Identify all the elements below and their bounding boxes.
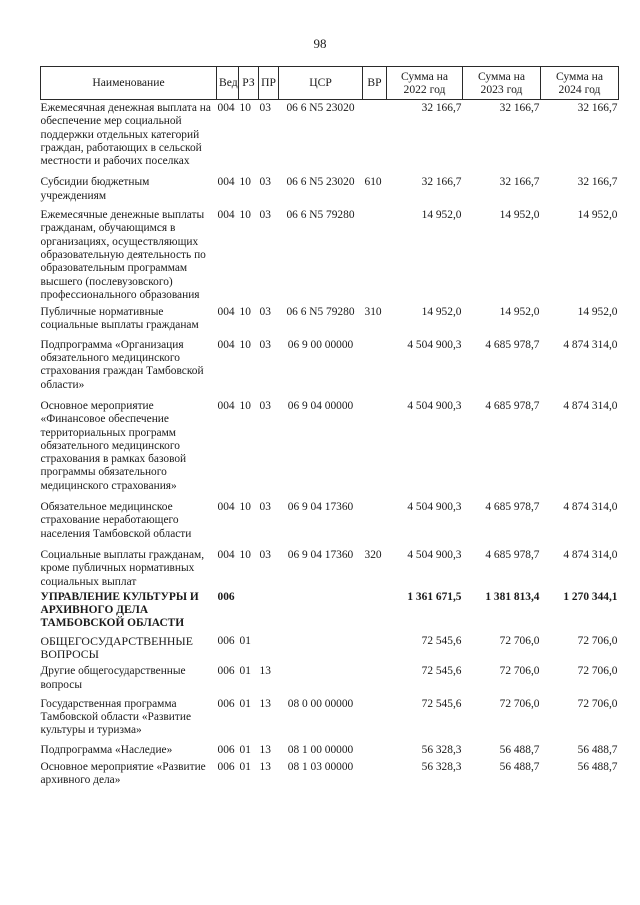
row-name: УПРАВЛЕНИЕ КУЛЬТУРЫ И АРХИВНОГО ДЕЛА ТАМБОВСКОЙ ОБЛАСТИ (40, 590, 199, 630)
row-sum-2024: 4 874 314,0 (563, 548, 618, 561)
row-csr (279, 635, 363, 662)
row-pr: 13 (259, 697, 271, 710)
budget-table (40, 66, 619, 788)
table-row (41, 176, 619, 203)
header-vr: ВР (363, 67, 387, 100)
row-csr: 06 9 04 17360 (287, 548, 354, 561)
row-spacer (41, 541, 619, 549)
row-name: Основное мероприятие «Финансовое обеспечение территориальных программ обязательного медицинского страхования в рамках базовой программы обязательного медицинского страхования» (40, 399, 187, 492)
row-sum-2023: 72 706,0 (499, 634, 540, 647)
row-vr: 610 (364, 176, 382, 189)
row-pr: 13 (259, 743, 271, 756)
row-pr: 13 (259, 665, 271, 678)
row-ved: 006 (217, 590, 235, 603)
row-rz: 10 (239, 306, 251, 319)
row-sum-2024: 1 270 344,1 (563, 590, 618, 603)
row-rz: 01 (239, 743, 251, 756)
header-ved: Вед (217, 67, 239, 100)
row-name: Подпрограмма «Организация обязательного медицинского страхования граждан Тамбовской области» (40, 338, 204, 391)
row-rz: 10 (239, 176, 251, 189)
row-pr: 03 (259, 209, 271, 222)
row-spacer (41, 168, 619, 176)
page-number: 98 (313, 36, 327, 51)
row-csr: 06 6 N5 79280 (286, 209, 355, 222)
table-row (41, 501, 619, 541)
header-name: Наименование (41, 67, 217, 100)
table-row (41, 698, 619, 738)
row-sum-2022: 32 166,7 (421, 176, 462, 189)
row-ved: 004 (217, 548, 235, 561)
table-row (41, 761, 619, 788)
header-sum-2022: Сумма на 2022 год (387, 67, 463, 100)
row-ved: 004 (217, 306, 235, 319)
row-sum-2023: 4 685 978,7 (485, 501, 540, 514)
row-csr: 06 9 04 00000 (287, 399, 354, 412)
row-csr: 08 1 03 00000 (287, 761, 354, 774)
row-rz: 01 (239, 761, 251, 774)
row-pr (259, 591, 279, 631)
row-vr (363, 761, 387, 788)
table-row (41, 100, 619, 169)
table-row (41, 306, 619, 333)
row-ved: 004 (217, 209, 235, 222)
row-sum-2023: 14 952,0 (499, 209, 540, 222)
row-pr: 03 (259, 548, 271, 561)
row-name: Подпрограмма «Наследие» (40, 743, 173, 756)
row-sum-2024: 72 706,0 (577, 665, 618, 678)
row-vr (363, 665, 387, 692)
row-vr (363, 744, 387, 757)
row-spacer (41, 493, 619, 501)
table-row (41, 591, 619, 631)
row-sum-2023: 32 166,7 (499, 176, 540, 189)
row-vr (363, 698, 387, 738)
row-sum-2024: 56 488,7 (577, 761, 618, 774)
row-vr (363, 400, 387, 493)
row-ved: 006 (217, 697, 235, 710)
row-rz: 10 (239, 501, 251, 514)
table-row (41, 665, 619, 692)
row-sum-2024: 72 706,0 (577, 697, 618, 710)
header-rz: РЗ (239, 67, 259, 100)
row-name: Социальные выплаты гражданам, кроме публичных нормативных социальных выплат (40, 548, 205, 588)
row-sum-2022: 72 545,6 (421, 665, 462, 678)
row-ved: 004 (217, 102, 235, 114)
row-csr: 06 6 N5 79280 (286, 306, 355, 319)
row-sum-2022: 56 328,3 (421, 743, 462, 756)
row-name: Ежемесячная денежная выплата на обеспечение мер социальной поддержки отдельных категорий граждан, работающих в сельской местности и рабочих поселках (40, 102, 211, 168)
row-csr: 06 9 00 00000 (287, 338, 354, 351)
header-pr: ПР (259, 67, 279, 100)
row-pr (259, 635, 279, 662)
row-ved: 004 (217, 176, 235, 189)
table-header (41, 67, 619, 100)
row-ved: 004 (217, 338, 235, 351)
row-sum-2022: 4 504 900,3 (407, 501, 462, 514)
row-rz: 10 (239, 338, 251, 351)
row-ved: 004 (217, 501, 235, 514)
row-vr (363, 339, 387, 392)
row-csr: 06 6 N5 23020 (286, 176, 355, 189)
row-sum-2023: 56 488,7 (499, 743, 540, 756)
row-sum-2023: 14 952,0 (499, 306, 540, 319)
row-sum-2023: 72 706,0 (499, 697, 540, 710)
row-pr: 03 (259, 338, 271, 351)
row-vr (363, 100, 387, 169)
row-sum-2022: 4 504 900,3 (407, 548, 462, 561)
row-name: ОБЩЕГОСУДАРСТВЕННЫЕ ВОПРОСЫ (40, 633, 193, 661)
row-rz: 01 (239, 634, 251, 647)
header-sum-2023: Сумма на 2023 год (463, 67, 541, 100)
row-csr: 08 1 00 00000 (287, 743, 354, 756)
row-ved: 006 (217, 761, 235, 774)
row-pr: 03 (259, 102, 271, 114)
table-row (41, 339, 619, 392)
row-ved: 006 (217, 743, 235, 756)
row-sum-2022: 14 952,0 (421, 209, 462, 222)
row-sum-2023: 4 685 978,7 (485, 338, 540, 351)
row-vr (363, 501, 387, 541)
row-sum-2022: 4 504 900,3 (407, 399, 462, 412)
spacer-cell (41, 392, 619, 400)
header-sum-2024: Сумма на 2024 год (541, 67, 619, 100)
row-name: Другие общегосударственные вопросы (40, 665, 186, 691)
row-sum-2024: 14 952,0 (577, 209, 618, 222)
row-rz: 10 (239, 399, 251, 412)
row-rz (239, 591, 259, 631)
row-vr: 310 (364, 306, 382, 319)
row-ved: 004 (217, 399, 235, 412)
row-sum-2024: 32 166,7 (577, 176, 618, 189)
row-sum-2022: 4 504 900,3 (407, 338, 462, 351)
row-sum-2024: 4 874 314,0 (563, 399, 618, 412)
row-vr (363, 209, 387, 302)
row-sum-2022: 32 166,7 (421, 102, 462, 114)
table-row (41, 744, 619, 757)
row-name: Обязательное медицинское страхование неработающего населения Тамбовской области (40, 501, 192, 540)
row-rz: 01 (239, 697, 251, 710)
spacer-cell (41, 493, 619, 501)
row-ved: 006 (217, 634, 235, 647)
row-sum-2023: 1 381 813,4 (485, 590, 540, 603)
spacer-cell (41, 541, 619, 549)
row-sum-2024: 4 874 314,0 (563, 338, 618, 351)
spacer-cell (41, 168, 619, 176)
row-csr: 06 9 04 17360 (287, 501, 354, 514)
row-csr (279, 591, 363, 631)
row-rz: 10 (239, 548, 251, 561)
row-pr: 03 (259, 176, 271, 189)
row-sum-2024: 14 952,0 (577, 306, 618, 319)
row-ved: 006 (217, 665, 235, 678)
table-row (41, 400, 619, 493)
row-csr: 06 6 N5 23020 (286, 102, 355, 114)
row-rz: 10 (239, 102, 251, 114)
row-sum-2023: 72 706,0 (499, 665, 540, 678)
row-sum-2022: 56 328,3 (421, 761, 462, 774)
row-sum-2022: 14 952,0 (421, 306, 462, 319)
row-name: Субсидии бюджетным учреждениям (40, 176, 150, 202)
row-pr: 13 (259, 761, 271, 774)
row-rz: 10 (239, 209, 251, 222)
row-sum-2024: 32 166,7 (577, 102, 618, 114)
row-pr: 03 (259, 399, 271, 412)
row-pr: 03 (259, 501, 271, 514)
row-name: Ежемесячные денежные выплаты гражданам, обучающимся в организациях, осуществляющих образовательную деятельность по образовательным программам высшего (послевузовского) профессионального образования (40, 209, 206, 301)
row-sum-2023: 32 166,7 (499, 102, 540, 114)
row-spacer (41, 392, 619, 400)
row-vr (363, 591, 387, 631)
table-row (41, 635, 619, 662)
row-name: Публичные нормативные социальные выплаты гражданам (40, 306, 199, 332)
row-name: Основное мероприятие «Развитие архивного дела» (40, 761, 206, 787)
table-row (41, 549, 619, 589)
table-body (41, 100, 619, 788)
row-rz: 01 (239, 665, 251, 678)
row-csr (279, 665, 363, 692)
row-csr: 08 0 00 00000 (287, 697, 354, 710)
row-vr (363, 635, 387, 662)
row-sum-2022: 1 361 671,5 (407, 590, 462, 603)
row-pr: 03 (259, 306, 271, 319)
row-sum-2022: 72 545,6 (421, 634, 462, 647)
header-csr: ЦСР (279, 67, 363, 100)
row-sum-2022: 72 545,6 (421, 697, 462, 710)
table-row (41, 209, 619, 302)
row-sum-2023: 4 685 978,7 (485, 399, 540, 412)
row-sum-2024: 72 706,0 (577, 634, 618, 647)
row-sum-2023: 4 685 978,7 (485, 548, 540, 561)
row-sum-2023: 56 488,7 (499, 761, 540, 774)
row-vr: 320 (364, 548, 382, 561)
row-sum-2024: 56 488,7 (577, 743, 618, 756)
row-name: Государственная программа Тамбовской области «Развитие культуры и туризма» (40, 697, 192, 737)
row-sum-2024: 4 874 314,0 (563, 501, 618, 514)
